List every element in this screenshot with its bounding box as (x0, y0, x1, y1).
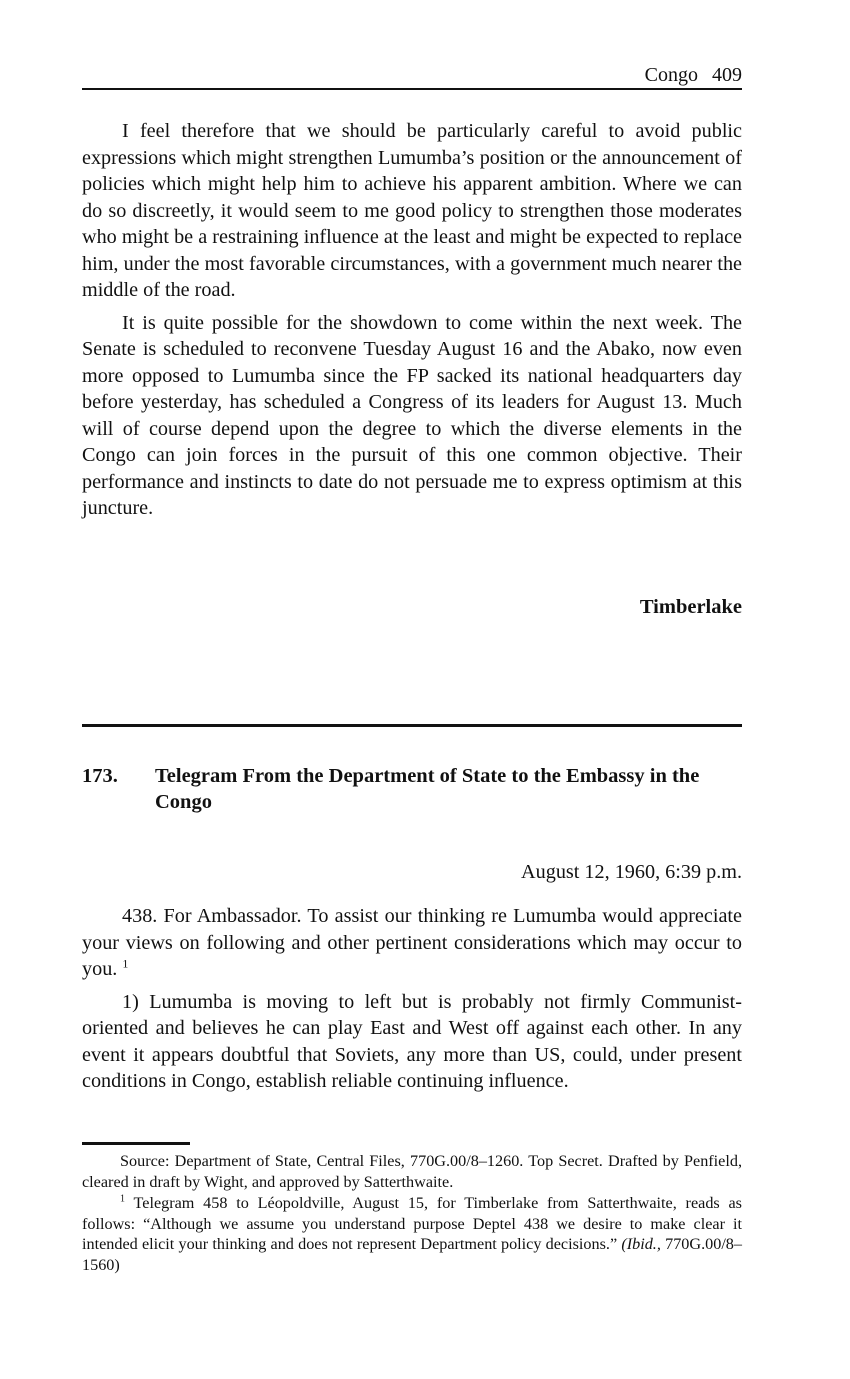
footnote-marker: 1 (120, 1193, 125, 1205)
footnote-rule (82, 1142, 190, 1145)
body-paragraph: It is quite possible for the showdown to come within the next week. The Senate is scheduled to reconvene Tuesday August 16 and the Abako, now even more opposed to Lumumba since the FP sacked its national headquarters day before yesterday, has scheduled a Congress of its leaders for August 13. Much will of course depend upon the degree to which the diverse elements in the Congo can join forces in the pursuit of this one common objective. Their performance and instincts to date do not persuade me to express optimism at this juncture. (82, 311, 742, 519)
document-title: Telegram From the Department of State to the Embassy in the Congo (155, 765, 700, 813)
running-header-section: Congo (644, 64, 698, 86)
body-paragraph: 1) Lumumba is moving to left but is probably not firmly Communist-oriented and believes he can play East and West off against each other. In any event it appears doubtful that Soviets, any more than US, could, under present conditions in Congo, establish reliable continuing influence. (82, 990, 742, 1092)
body-paragraph: I feel therefore that we should be particularly careful to avoid public expressions which might strengthen Lumumba’s position or the announcement of policies which might help him to achieve his apparent ambition. Where we can do so discreetly, it would seem to me good policy to strengthen those moderates who might be a restraining influence at the least and might be expected to replace him, under the most favorable circumstances, with a government much nearer the middle of the road. (82, 120, 742, 301)
page-number: 409 (712, 64, 742, 86)
continued-telegram-body (82, 118, 742, 528)
paragraph-text: 438. For Ambassador. To assist our thinking re Lumumba would appreciate your views on following and other pertinent considerations which may occur to you. (82, 905, 742, 980)
footnote-text: Telegram 458 to Léopoldville, August 15, for Timberlake from Satterthwaite, reads as follows: “Although we assume you understand purpose Deptel 438 we desire to make clear it intended elicit your thinking and does not represent Department policy decisions.” (82, 1194, 742, 1253)
footnote-1 (82, 1193, 742, 1275)
running-header (82, 62, 742, 90)
footnote-reference: 1 (122, 956, 129, 971)
telegram-body (82, 903, 742, 1101)
section-divider (82, 724, 742, 727)
footnote-citation: 770G.00/8–1560) (82, 1235, 742, 1274)
dateline: August 12, 1960, 6:39 p.m. (521, 861, 742, 883)
signature: Timberlake (639, 596, 742, 618)
source-note: Source: Department of State, Central Files, 770G.00/8–1260. Top Secret. Drafted by Penfield, cleared in draft by Wight, and approved by Satterthwaite. (82, 1152, 742, 1191)
footnote-citation-italic: (Ibid., (621, 1235, 661, 1253)
document-number: 173. (82, 765, 118, 787)
document-heading (82, 763, 742, 815)
body-paragraph (82, 903, 742, 983)
footnotes (82, 1151, 742, 1276)
